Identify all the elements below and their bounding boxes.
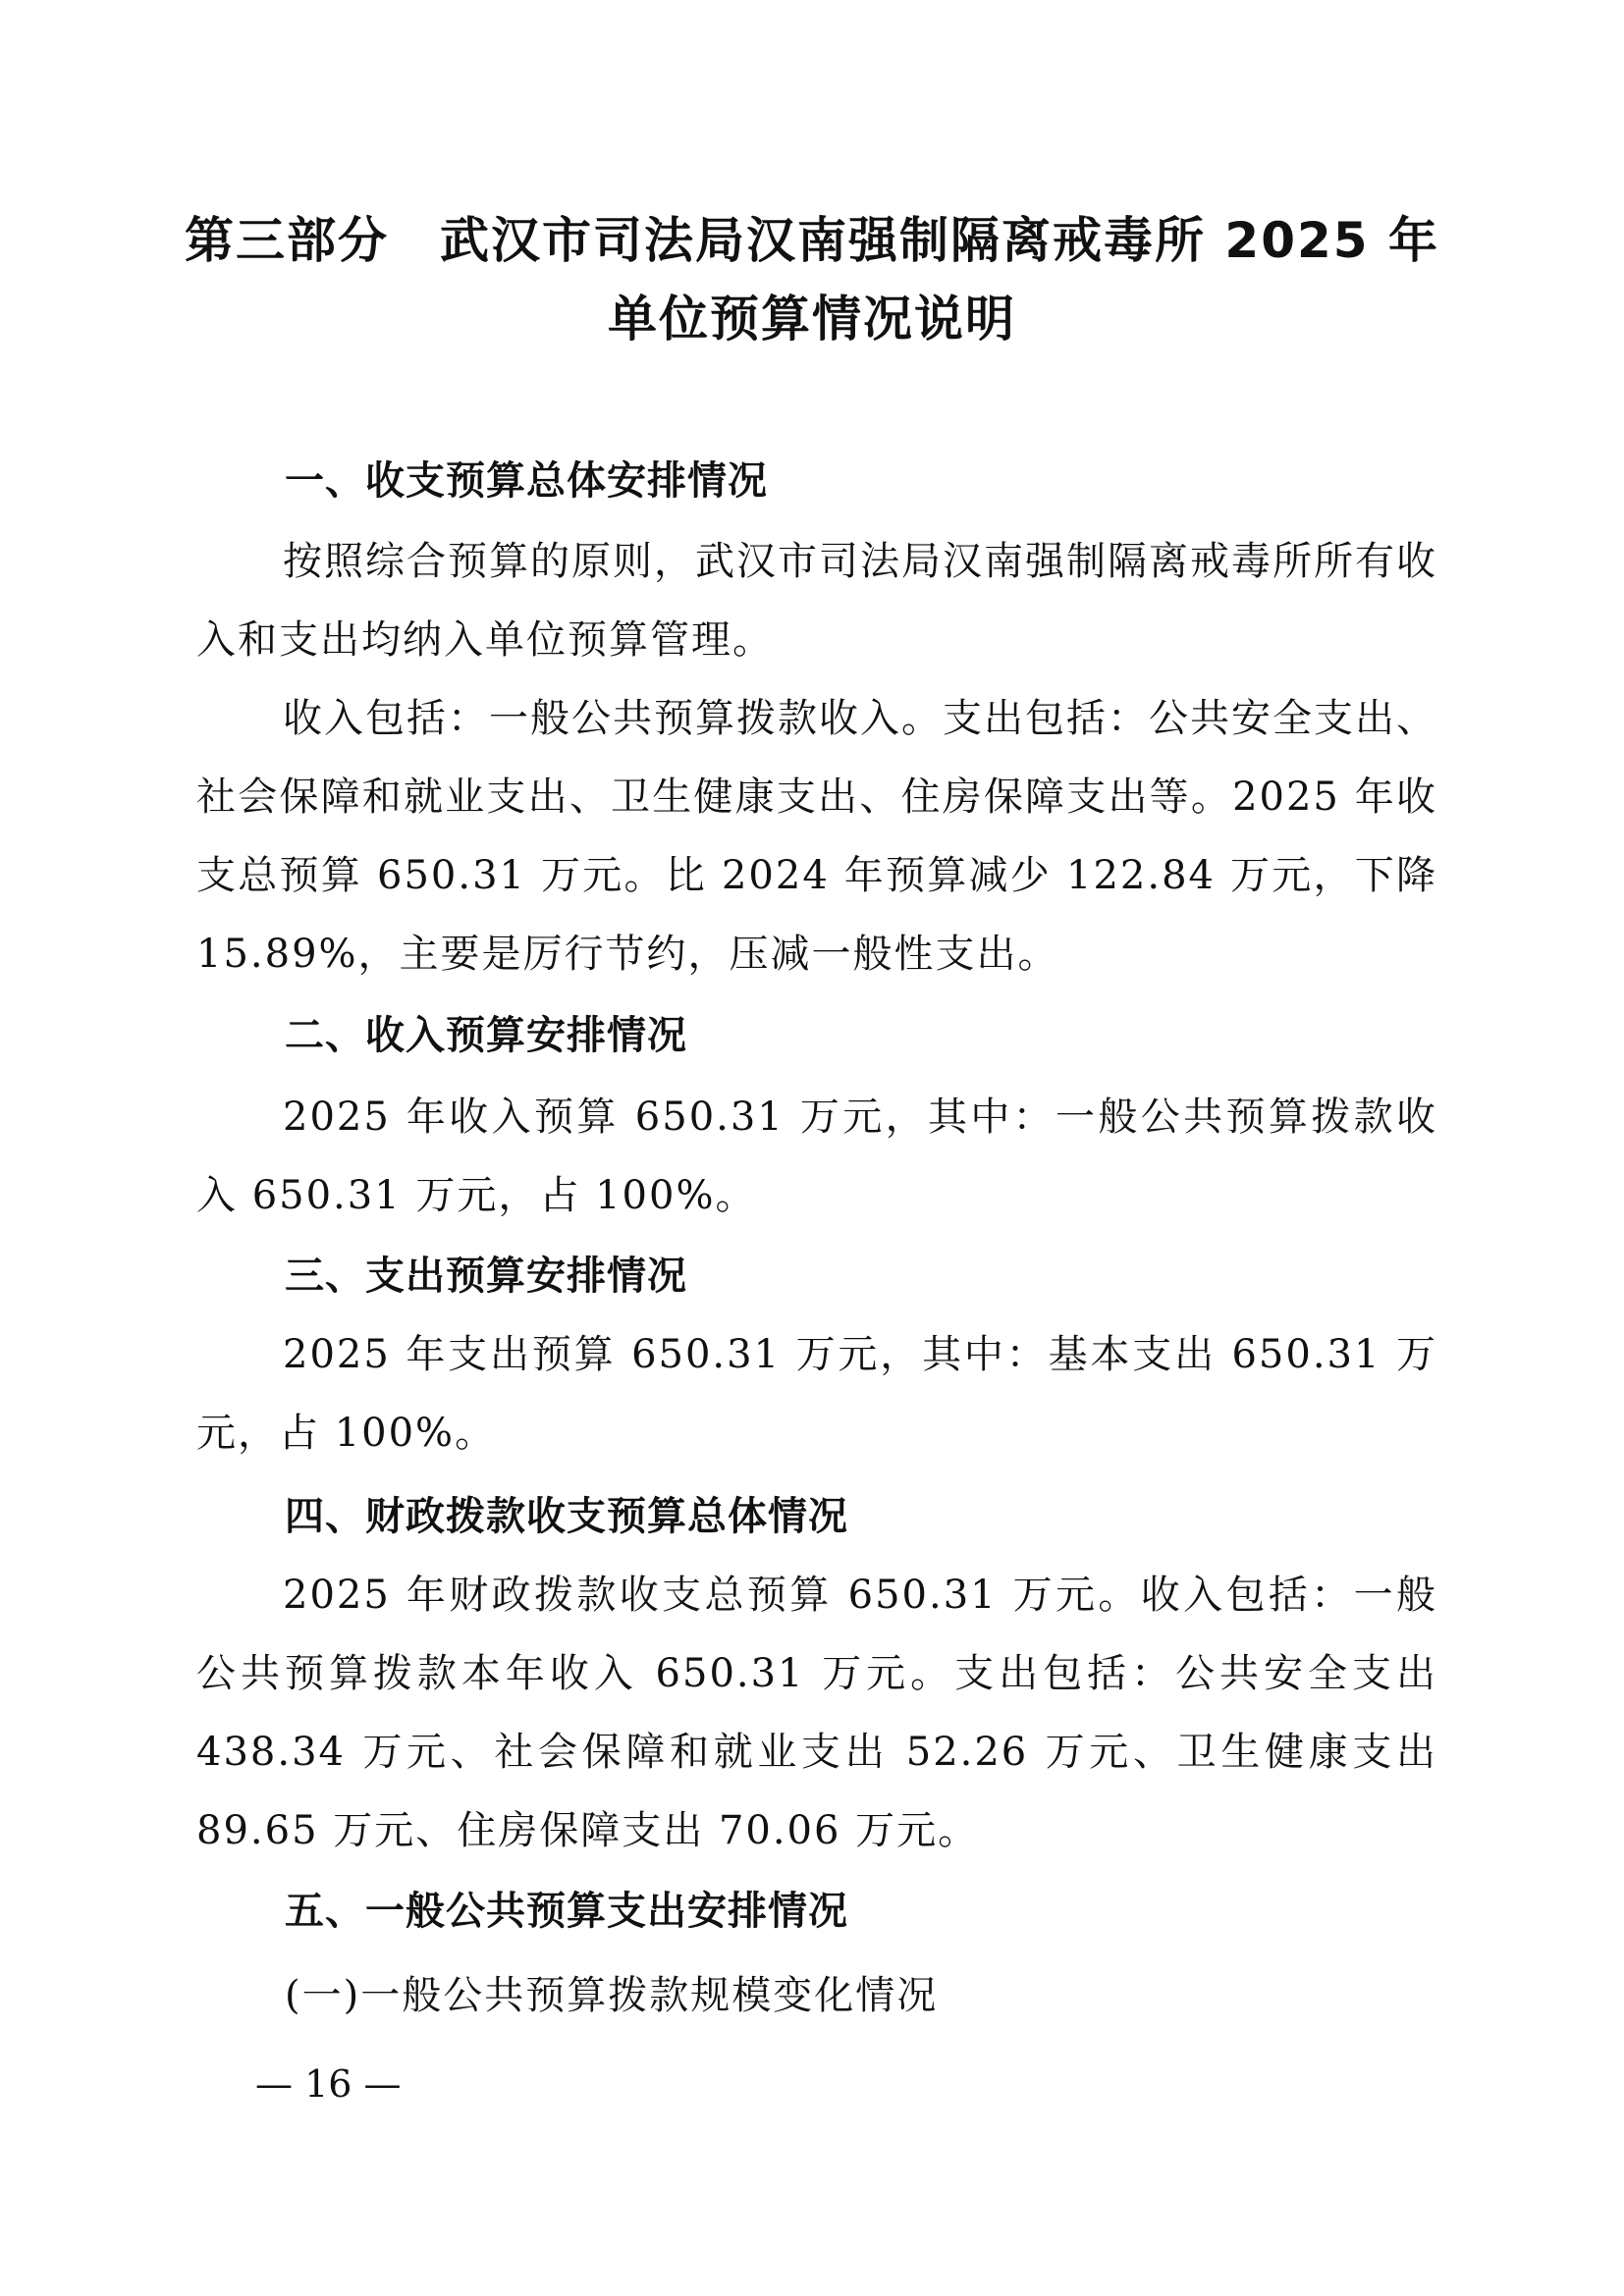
- section-1-heading: 一、收支预算总体安排情况: [285, 458, 768, 504]
- section-1-paragraph-1: 按照综合预算的原则，武汉市司法局汉南强制隔离戒毒所所有收入和支出均纳入单位预算管理。: [196, 539, 1437, 663]
- section-1-paragraph-2: 收入包括：一般公共预算拨款收入。支出包括：公共安全支出、社会保障和就业支出、卫生健康支出、住房保障支出等。2025 年收支总预算 650.31 万元。比 2024 年预算减少 122.84 万元，下降 15.89%，主要是厉行节约，压减一般性支出。: [196, 696, 1437, 977]
- document-title-line-1: 第三部分 武汉市司法局汉南强制隔离戒毒所 2025 年: [185, 212, 1439, 269]
- section-5-heading: 五、一般公共预算支出安排情况: [285, 1889, 848, 1934]
- document-title-line-2: 单位预算情况说明: [608, 291, 1016, 347]
- page-number: — 16 —: [255, 2062, 402, 2106]
- section-2-paragraph-1: 2025 年收入预算 650.31 万元，其中：一般公共预算拨款收入 650.31 万元，占 100%。: [196, 1095, 1437, 1218]
- section-3-paragraph-1: 2025 年支出预算 650.31 万元，其中：基本支出 650.31 万元，占 100%。: [196, 1332, 1437, 1456]
- section-3-heading: 三、支出预算安排情况: [285, 1254, 687, 1299]
- section-4-heading: 四、财政拨款收支预算总体情况: [285, 1494, 848, 1539]
- section-4-paragraph-1: 2025 年财政拨款收支总预算 650.31 万元。收入包括：一般公共预算拨款本年收入 650.31 万元。支出包括：公共安全支出 438.34 万元、社会保障和就业支出 52.26 万元、卫生健康支出 89.65 万元、住房保障支出 70.06 万元。: [196, 1573, 1437, 1853]
- section-2-heading: 二、收入预算安排情况: [285, 1013, 687, 1058]
- section-5-subheading-1: (一)一般公共预算拨款规模变化情况: [285, 1973, 939, 2018]
